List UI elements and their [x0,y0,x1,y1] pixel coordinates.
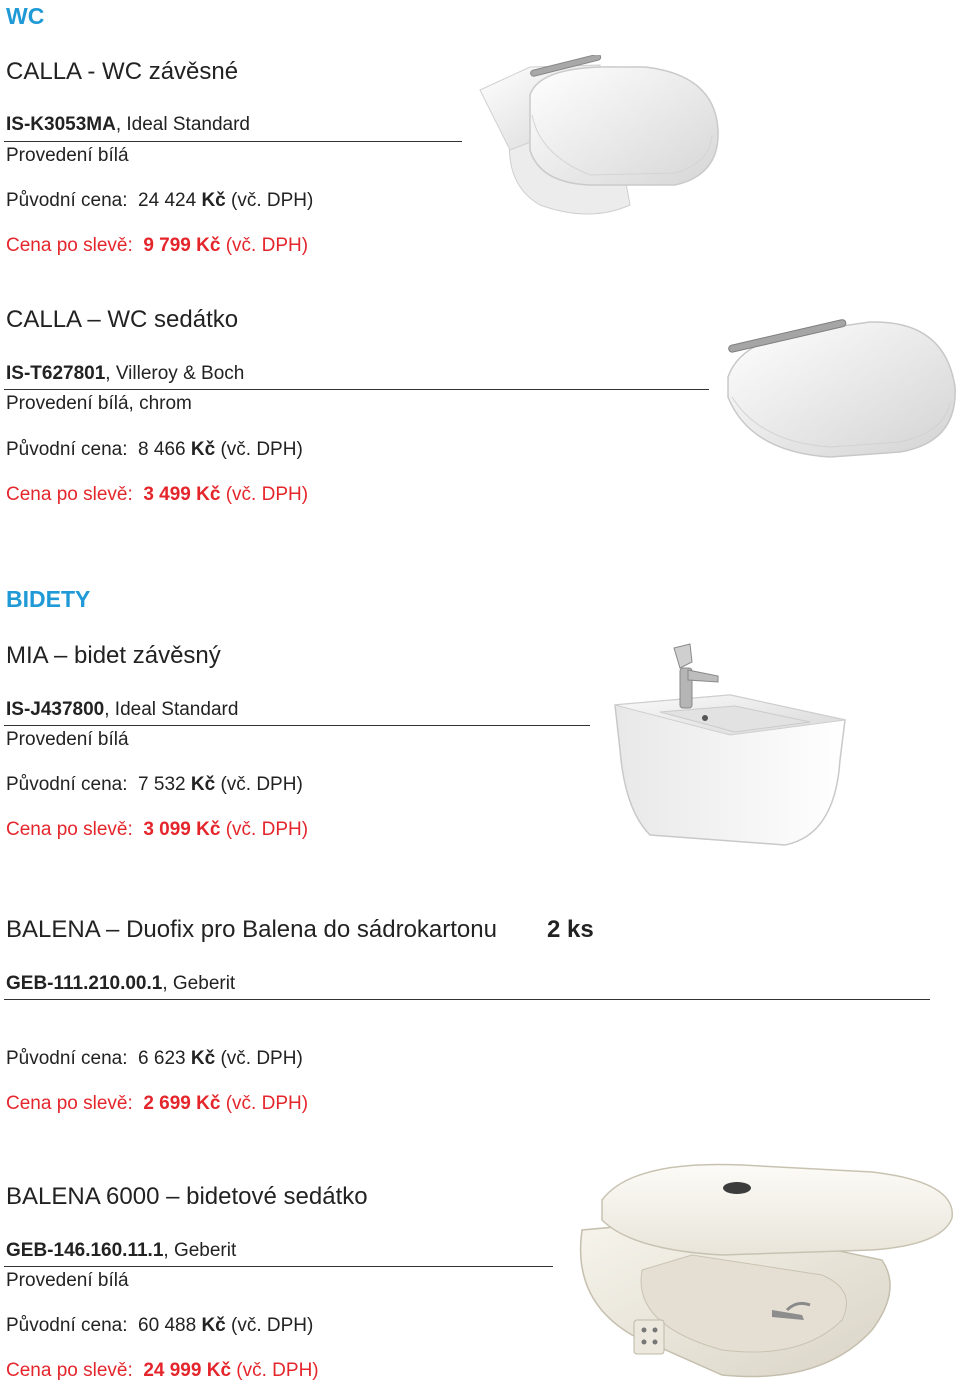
sale-price [6,484,308,506]
original-price-value: 8 466 [138,439,186,460]
original-price-value: 6 623 [138,1048,186,1069]
currency: Kč [196,484,221,505]
currency: Kč [201,190,226,211]
bidet-seat-image [572,1160,957,1385]
sale-price-label: Cena po slevě: [6,1093,133,1114]
product-brand: , Villeroy & Boch [105,363,245,384]
product-brand: , Geberit [163,1240,237,1261]
divider [4,725,590,726]
vat-note: (vč. DPH) [225,235,309,256]
vat-note: (vč. DPH) [225,484,309,505]
product-title: MIA – bidet závěsný [6,642,221,669]
sale-price-value: 3 499 [143,484,191,505]
sale-price-label: Cena po slevě: [6,235,133,256]
original-price [6,1315,313,1337]
original-price [6,1048,303,1070]
sale-price [6,235,308,257]
sale-price-value: 9 799 [143,235,191,256]
original-price-label: Původní cena: [6,1315,128,1336]
vat-note: (vč. DPH) [220,774,303,795]
currency: Kč [196,1093,221,1114]
sale-price-value: 2 699 [143,1093,191,1114]
sale-price [6,1360,319,1382]
category-heading-bidety: BIDETY [6,586,91,612]
divider [4,999,930,1000]
original-price-label: Původní cena: [6,1048,128,1069]
original-price-value: 24 424 [138,190,197,211]
currency: Kč [196,235,221,256]
vat-note: (vč. DPH) [220,439,303,460]
divider [4,389,709,390]
currency: Kč [206,1360,232,1381]
product-code: IS-K3053MA [6,114,116,135]
divider [4,1266,553,1267]
product-code: IS-T627801 [6,363,106,384]
product-code-line [6,114,250,136]
product-code-line [6,1240,236,1262]
vat-note: (vč. DPH) [231,1315,314,1336]
currency: Kč [190,439,216,460]
sale-price [6,819,308,841]
wall-hung-bidet-image [610,640,850,850]
divider [4,141,462,142]
quantity: 2 ks [547,916,594,943]
original-price-value: 60 488 [138,1315,197,1336]
sale-price-value: 3 099 [143,819,191,840]
vat-note: (vč. DPH) [225,819,309,840]
vat-note: (vč. DPH) [236,1360,319,1381]
quantity-badge [547,916,594,944]
product-code: IS-J437800 [6,699,105,720]
product-finish: Provedení bílá [6,1270,129,1291]
product-title: BALENA 6000 – bidetové sedátko [6,1183,368,1210]
product-brand: , Ideal Standard [115,114,250,135]
sale-price-label: Cena po slevě: [6,484,133,505]
product-finish: Provedení bílá, chrom [6,393,192,414]
product-code: GEB-111.210.00.1 [6,973,163,994]
product-title: CALLA - WC závěsné [6,58,239,85]
sale-price-label: Cena po slevě: [6,819,133,840]
product-code: GEB-146.160.11.1 [6,1240,164,1261]
product-title: CALLA – WC sedátko [6,306,239,333]
sale-price-label: Cena po slevě: [6,1360,133,1381]
currency: Kč [201,1315,226,1336]
wall-hung-toilet-image [470,55,725,220]
category-heading-wc: WC [6,3,45,29]
original-price-label: Původní cena: [6,774,128,795]
vat-note: (vč. DPH) [231,190,314,211]
original-price [6,190,313,212]
currency: Kč [196,819,221,840]
original-price-value: 7 532 [138,774,186,795]
toilet-seat-image [720,302,958,464]
sale-price [6,1093,308,1115]
original-price [6,774,303,796]
original-price [6,439,303,461]
product-finish: Provedení bílá [6,729,129,750]
sale-price-value: 24 999 [143,1360,202,1381]
vat-note: (vč. DPH) [225,1093,309,1114]
product-code-line [6,973,235,995]
product-brand: , Ideal Standard [104,699,239,720]
currency: Kč [190,774,216,795]
original-price-label: Původní cena: [6,439,128,460]
product-title: BALENA – Duofix pro Balena do sádrokartonu [6,916,497,943]
product-finish: Provedení bílá [6,145,129,166]
original-price-label: Původní cena: [6,190,128,211]
product-brand: , Geberit [162,973,236,994]
product-code-line [6,363,244,385]
vat-note: (vč. DPH) [220,1048,303,1069]
product-code-line [6,699,238,721]
currency: Kč [190,1048,216,1069]
